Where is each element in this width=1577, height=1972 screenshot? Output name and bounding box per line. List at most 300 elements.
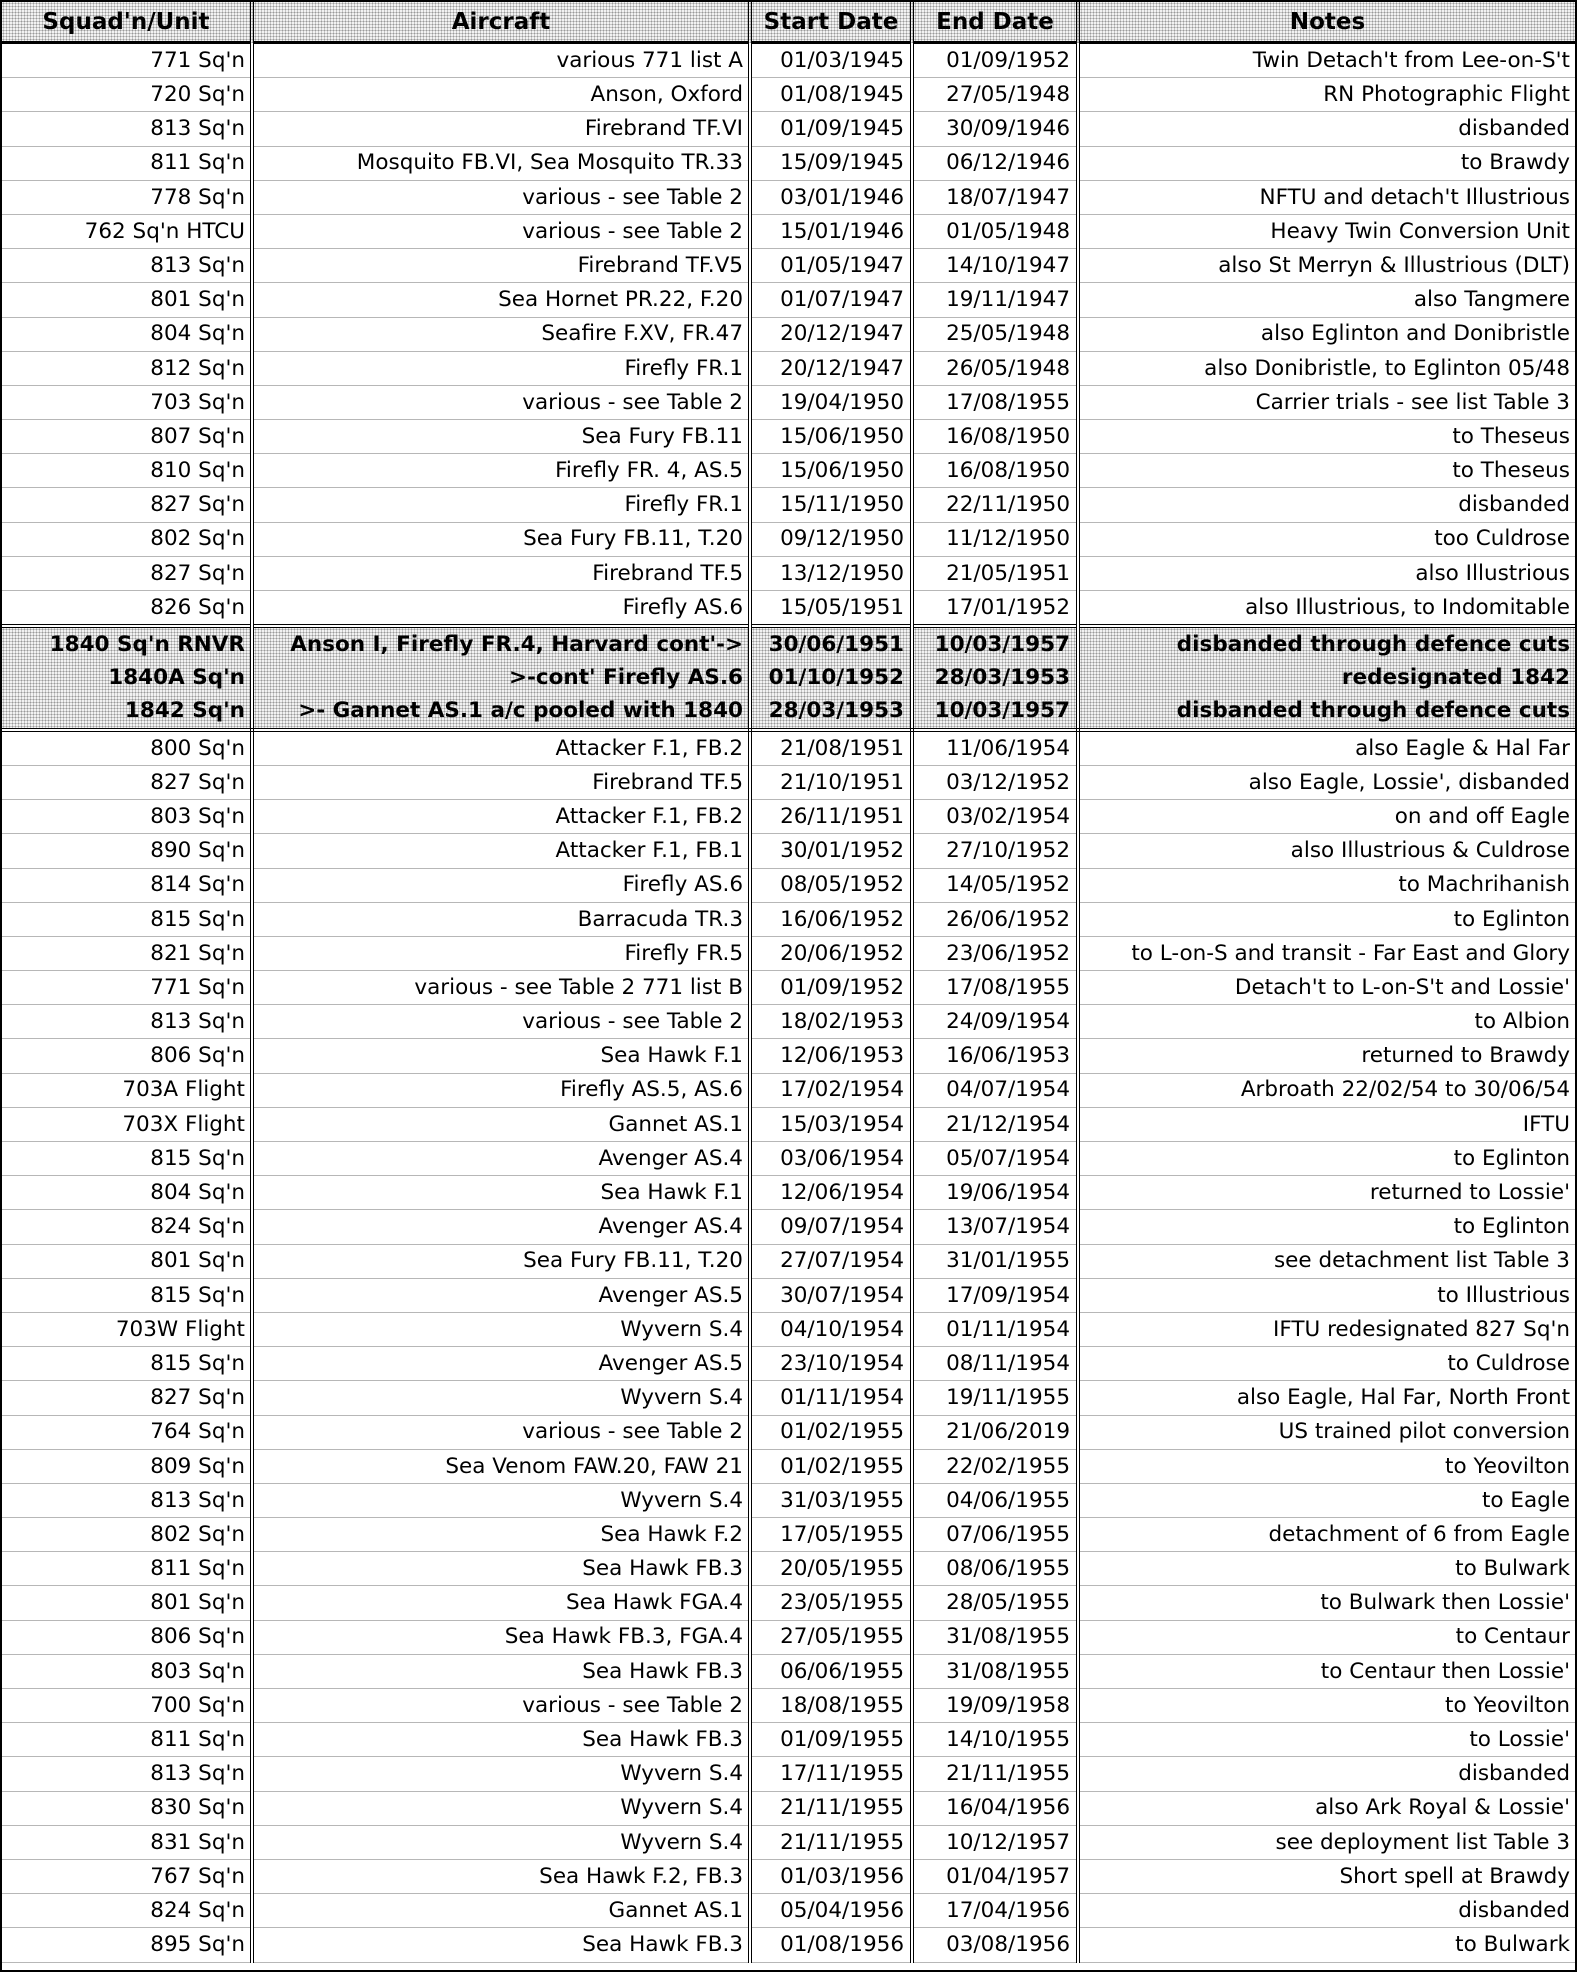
column-header-aircraft: Aircraft: [252, 2, 750, 43]
cell-start-date: 23/05/1955: [750, 1586, 912, 1620]
cell-end-date: 23/06/1952: [912, 936, 1078, 970]
cell-start-date: 18/02/1953: [750, 1005, 912, 1039]
cell-start-date: 17/02/1954: [750, 1073, 912, 1107]
cell-notes: disbanded through defence cuts: [1078, 695, 1575, 730]
cell-notes: Carrier trials - see list Table 3: [1078, 385, 1575, 419]
cell-start-date: 26/11/1951: [750, 800, 912, 834]
cell-unit: 813 Sq'n: [2, 249, 252, 283]
cell-start-date: 01/02/1955: [750, 1449, 912, 1483]
cell-unit: 801 Sq'n: [2, 1244, 252, 1278]
table-row: [2, 317, 1575, 351]
cell-start-date: 20/12/1947: [750, 351, 912, 385]
cell-aircraft: Gannet AS.1: [252, 1107, 750, 1141]
table-row: [2, 556, 1575, 590]
table-row: [2, 936, 1575, 970]
cell-notes: redesignated 1842: [1078, 661, 1575, 694]
cell-start-date: 09/12/1950: [750, 522, 912, 556]
cell-aircraft: various - see Table 2: [252, 385, 750, 419]
cell-notes: RN Photographic Flight: [1078, 78, 1575, 112]
cell-end-date: 31/08/1955: [912, 1620, 1078, 1654]
cell-start-date: 04/10/1954: [750, 1312, 912, 1346]
table-row: [2, 43, 1575, 78]
cell-aircraft: Wyvern S.4: [252, 1483, 750, 1517]
cell-notes: disbanded: [1078, 1757, 1575, 1791]
cell-end-date: 26/05/1948: [912, 351, 1078, 385]
cell-unit: 1840 Sq'n RNVR: [2, 626, 252, 661]
cell-start-date: 18/08/1955: [750, 1689, 912, 1723]
cell-start-date: 16/06/1952: [750, 902, 912, 936]
cell-start-date: 01/11/1954: [750, 1381, 912, 1415]
table-row: [2, 1415, 1575, 1449]
cell-aircraft: Sea Hawk FB.3, FGA.4: [252, 1620, 750, 1654]
cell-end-date: 05/07/1954: [912, 1142, 1078, 1176]
cell-notes: to Bulwark then Lossie': [1078, 1586, 1575, 1620]
cell-aircraft: Seafire F.XV, FR.47: [252, 317, 750, 351]
cell-end-date: 19/06/1954: [912, 1176, 1078, 1210]
cell-end-date: 19/11/1947: [912, 283, 1078, 317]
cell-notes: to Eagle: [1078, 1483, 1575, 1517]
cell-notes: on and off Eagle: [1078, 800, 1575, 834]
cell-aircraft: Sea Hawk FB.3: [252, 1552, 750, 1586]
cell-start-date: 03/01/1946: [750, 180, 912, 214]
cell-unit: 812 Sq'n: [2, 351, 252, 385]
cell-unit: 895 Sq'n: [2, 1928, 252, 1962]
cell-notes: returned to Brawdy: [1078, 1039, 1575, 1073]
cell-end-date: 10/03/1957: [912, 695, 1078, 730]
cell-unit: 824 Sq'n: [2, 1894, 252, 1928]
cell-unit: 826 Sq'n: [2, 591, 252, 627]
table-row: [2, 385, 1575, 419]
cell-aircraft: Gannet AS.1: [252, 1894, 750, 1928]
cell-start-date: 28/03/1953: [750, 695, 912, 730]
cell-start-date: 27/07/1954: [750, 1244, 912, 1278]
table-row: [2, 1723, 1575, 1757]
table-row: [2, 351, 1575, 385]
cell-unit: 803 Sq'n: [2, 800, 252, 834]
cell-unit: 890 Sq'n: [2, 834, 252, 868]
cell-unit: 824 Sq'n: [2, 1210, 252, 1244]
table-row: [2, 868, 1575, 902]
table-row: [2, 1689, 1575, 1723]
cell-unit: 801 Sq'n: [2, 283, 252, 317]
cell-end-date: 17/08/1955: [912, 385, 1078, 419]
cell-unit: 827 Sq'n: [2, 488, 252, 522]
table-row: [2, 488, 1575, 522]
cell-notes: to Machrihanish: [1078, 868, 1575, 902]
cell-end-date: 19/09/1958: [912, 1689, 1078, 1723]
cell-aircraft: Firefly FR.5: [252, 936, 750, 970]
cell-notes: to Eglinton: [1078, 1210, 1575, 1244]
cell-notes: to Bulwark: [1078, 1928, 1575, 1962]
table-row: [2, 454, 1575, 488]
cell-unit: 1840A Sq'n: [2, 661, 252, 694]
cell-end-date: 17/04/1956: [912, 1894, 1078, 1928]
table-row: [2, 78, 1575, 112]
cell-notes: to Centaur then Lossie': [1078, 1654, 1575, 1688]
squadron-table: [2, 2, 1575, 1963]
column-header-start-date: Start Date: [750, 2, 912, 43]
table-row: [2, 1552, 1575, 1586]
cell-unit: 810 Sq'n: [2, 454, 252, 488]
cell-notes: Twin Detach't from Lee-on-S't: [1078, 43, 1575, 78]
cell-end-date: 17/09/1954: [912, 1278, 1078, 1312]
cell-notes: also Eagle, Lossie', disbanded: [1078, 765, 1575, 799]
cell-start-date: 27/05/1955: [750, 1620, 912, 1654]
cell-unit: 720 Sq'n: [2, 78, 252, 112]
cell-unit: 830 Sq'n: [2, 1791, 252, 1825]
cell-aircraft: >- Gannet AS.1 a/c pooled with 1840: [252, 695, 750, 730]
cell-unit: 804 Sq'n: [2, 317, 252, 351]
table-row: [2, 1381, 1575, 1415]
cell-end-date: 24/09/1954: [912, 1005, 1078, 1039]
cell-unit: 827 Sq'n: [2, 1381, 252, 1415]
cell-end-date: 25/05/1948: [912, 317, 1078, 351]
cell-aircraft: Wyvern S.4: [252, 1825, 750, 1859]
table-row: [2, 1039, 1575, 1073]
cell-unit: 806 Sq'n: [2, 1620, 252, 1654]
cell-end-date: 04/07/1954: [912, 1073, 1078, 1107]
cell-notes: US trained pilot conversion: [1078, 1415, 1575, 1449]
cell-notes: also Ark Royal & Lossie': [1078, 1791, 1575, 1825]
cell-unit: 815 Sq'n: [2, 1347, 252, 1381]
cell-unit: 815 Sq'n: [2, 1142, 252, 1176]
cell-end-date: 08/06/1955: [912, 1552, 1078, 1586]
cell-aircraft: Attacker F.1, FB.1: [252, 834, 750, 868]
cell-end-date: 08/11/1954: [912, 1347, 1078, 1381]
cell-start-date: 12/06/1954: [750, 1176, 912, 1210]
cell-notes: disbanded: [1078, 1894, 1575, 1928]
cell-aircraft: Sea Hawk F.2: [252, 1518, 750, 1552]
cell-aircraft: Barracuda TR.3: [252, 902, 750, 936]
cell-end-date: 21/05/1951: [912, 556, 1078, 590]
cell-notes: also Eglinton and Donibristle: [1078, 317, 1575, 351]
table-row: [2, 1347, 1575, 1381]
cell-unit: 806 Sq'n: [2, 1039, 252, 1073]
cell-start-date: 23/10/1954: [750, 1347, 912, 1381]
cell-start-date: 20/06/1952: [750, 936, 912, 970]
cell-notes: to Theseus: [1078, 454, 1575, 488]
cell-end-date: 11/12/1950: [912, 522, 1078, 556]
table-row: [2, 800, 1575, 834]
cell-aircraft: Firefly FR. 4, AS.5: [252, 454, 750, 488]
cell-start-date: 21/08/1951: [750, 730, 912, 766]
header-row: [2, 2, 1575, 43]
cell-unit: 821 Sq'n: [2, 936, 252, 970]
cell-end-date: 01/04/1957: [912, 1859, 1078, 1893]
table-row: [2, 1005, 1575, 1039]
cell-end-date: 19/11/1955: [912, 1381, 1078, 1415]
cell-notes: to Lossie': [1078, 1723, 1575, 1757]
cell-notes: see detachment list Table 3: [1078, 1244, 1575, 1278]
table-row: [2, 1654, 1575, 1688]
cell-notes: disbanded: [1078, 112, 1575, 146]
cell-aircraft: Firebrand TF.V5: [252, 249, 750, 283]
table-row: [2, 834, 1575, 868]
cell-unit: 804 Sq'n: [2, 1176, 252, 1210]
cell-end-date: 31/01/1955: [912, 1244, 1078, 1278]
table-row: [2, 1176, 1575, 1210]
cell-aircraft: Sea Hawk FGA.4: [252, 1586, 750, 1620]
cell-end-date: 03/02/1954: [912, 800, 1078, 834]
cell-notes: to Illustrious: [1078, 1278, 1575, 1312]
cell-notes: to Theseus: [1078, 420, 1575, 454]
column-header-unit: Squad'n/Unit: [2, 2, 252, 43]
cell-aircraft: Wyvern S.4: [252, 1381, 750, 1415]
cell-start-date: 30/07/1954: [750, 1278, 912, 1312]
cell-end-date: 07/06/1955: [912, 1518, 1078, 1552]
table-row: [2, 420, 1575, 454]
cell-unit: 813 Sq'n: [2, 1757, 252, 1791]
table-row: [2, 146, 1575, 180]
cell-aircraft: Attacker F.1, FB.2: [252, 800, 750, 834]
cell-unit: 762 Sq'n HTCU: [2, 214, 252, 248]
table-row: [2, 1210, 1575, 1244]
cell-unit: 811 Sq'n: [2, 1723, 252, 1757]
cell-start-date: 20/12/1947: [750, 317, 912, 351]
cell-start-date: 01/09/1955: [750, 1723, 912, 1757]
cell-aircraft: Anson, Oxford: [252, 78, 750, 112]
cell-notes: also Illustrious: [1078, 556, 1575, 590]
cell-notes: returned to Lossie': [1078, 1176, 1575, 1210]
cell-start-date: 19/04/1950: [750, 385, 912, 419]
cell-start-date: 17/05/1955: [750, 1518, 912, 1552]
cell-end-date: 16/08/1950: [912, 420, 1078, 454]
cell-notes: to Eglinton: [1078, 902, 1575, 936]
cell-notes: also Illustrious, to Indomitable: [1078, 591, 1575, 627]
table-row: [2, 1278, 1575, 1312]
cell-notes: to Brawdy: [1078, 146, 1575, 180]
cell-notes: disbanded: [1078, 488, 1575, 522]
cell-start-date: 12/06/1953: [750, 1039, 912, 1073]
table-body: [2, 43, 1575, 1963]
cell-end-date: 01/11/1954: [912, 1312, 1078, 1346]
cell-start-date: 01/08/1945: [750, 78, 912, 112]
cell-start-date: 01/05/1947: [750, 249, 912, 283]
cell-end-date: 27/10/1952: [912, 834, 1078, 868]
cell-notes: to Albion: [1078, 1005, 1575, 1039]
cell-unit: 800 Sq'n: [2, 730, 252, 766]
cell-aircraft: Firefly AS.6: [252, 591, 750, 627]
table-row: [2, 661, 1575, 694]
cell-aircraft: Sea Hawk F.2, FB.3: [252, 1859, 750, 1893]
cell-unit: 767 Sq'n: [2, 1859, 252, 1893]
cell-end-date: 31/08/1955: [912, 1654, 1078, 1688]
cell-start-date: 01/09/1952: [750, 971, 912, 1005]
table-row: [2, 1894, 1575, 1928]
cell-notes: too Culdrose: [1078, 522, 1575, 556]
cell-start-date: 20/05/1955: [750, 1552, 912, 1586]
cell-start-date: 15/09/1945: [750, 146, 912, 180]
cell-aircraft: Wyvern S.4: [252, 1757, 750, 1791]
cell-aircraft: Sea Hawk FB.3: [252, 1654, 750, 1688]
cell-aircraft: Sea Hawk FB.3: [252, 1928, 750, 1962]
cell-aircraft: Sea Fury FB.11, T.20: [252, 1244, 750, 1278]
cell-end-date: 22/02/1955: [912, 1449, 1078, 1483]
cell-end-date: 30/09/1946: [912, 112, 1078, 146]
cell-end-date: 14/10/1947: [912, 249, 1078, 283]
cell-unit: 815 Sq'n: [2, 902, 252, 936]
cell-aircraft: Firefly FR.1: [252, 488, 750, 522]
cell-notes: Arbroath 22/02/54 to 30/06/54: [1078, 1073, 1575, 1107]
cell-unit: 811 Sq'n: [2, 1552, 252, 1586]
table-row: [2, 214, 1575, 248]
cell-unit: 703W Flight: [2, 1312, 252, 1346]
cell-start-date: 08/05/1952: [750, 868, 912, 902]
cell-end-date: 01/09/1952: [912, 43, 1078, 78]
cell-aircraft: Mosquito FB.VI, Sea Mosquito TR.33: [252, 146, 750, 180]
cell-end-date: 04/06/1955: [912, 1483, 1078, 1517]
cell-notes: Short spell at Brawdy: [1078, 1859, 1575, 1893]
cell-unit: 802 Sq'n: [2, 522, 252, 556]
cell-aircraft: Sea Hawk F.1: [252, 1176, 750, 1210]
table-row: [2, 1586, 1575, 1620]
cell-notes: to Bulwark: [1078, 1552, 1575, 1586]
cell-aircraft: Sea Hawk F.1: [252, 1039, 750, 1073]
cell-notes: to L-on-S and transit - Far East and Glory: [1078, 936, 1575, 970]
cell-start-date: 09/07/1954: [750, 1210, 912, 1244]
cell-aircraft: Attacker F.1, FB.2: [252, 730, 750, 766]
cell-start-date: 15/01/1946: [750, 214, 912, 248]
cell-unit: 813 Sq'n: [2, 1483, 252, 1517]
cell-notes: detachment of 6 from Eagle: [1078, 1518, 1575, 1552]
cell-aircraft: Avenger AS.4: [252, 1142, 750, 1176]
cell-start-date: 21/11/1955: [750, 1825, 912, 1859]
cell-aircraft: Wyvern S.4: [252, 1791, 750, 1825]
cell-notes: disbanded through defence cuts: [1078, 626, 1575, 661]
cell-unit: 813 Sq'n: [2, 112, 252, 146]
cell-start-date: 01/03/1956: [750, 1859, 912, 1893]
cell-notes: to Culdrose: [1078, 1347, 1575, 1381]
cell-start-date: 21/10/1951: [750, 765, 912, 799]
cell-start-date: 15/05/1951: [750, 591, 912, 627]
table-row: [2, 1620, 1575, 1654]
cell-aircraft: Firebrand TF.VI: [252, 112, 750, 146]
cell-end-date: 10/03/1957: [912, 626, 1078, 661]
cell-end-date: 16/08/1950: [912, 454, 1078, 488]
cell-aircraft: Wyvern S.4: [252, 1312, 750, 1346]
cell-notes: IFTU: [1078, 1107, 1575, 1141]
cell-start-date: 15/06/1950: [750, 420, 912, 454]
cell-unit: 813 Sq'n: [2, 1005, 252, 1039]
cell-end-date: 17/01/1952: [912, 591, 1078, 627]
cell-unit: 811 Sq'n: [2, 146, 252, 180]
cell-aircraft: Firefly FR.1: [252, 351, 750, 385]
cell-aircraft: various - see Table 2 771 list B: [252, 971, 750, 1005]
column-header-end-date: End Date: [912, 2, 1078, 43]
cell-end-date: 16/06/1953: [912, 1039, 1078, 1073]
cell-aircraft: Avenger AS.5: [252, 1278, 750, 1312]
cell-unit: 1842 Sq'n: [2, 695, 252, 730]
table-row: [2, 626, 1575, 661]
table-row: [2, 730, 1575, 766]
cell-end-date: 28/03/1953: [912, 661, 1078, 694]
table-row: [2, 180, 1575, 214]
cell-unit: 831 Sq'n: [2, 1825, 252, 1859]
cell-start-date: 31/03/1955: [750, 1483, 912, 1517]
cell-aircraft: various - see Table 2: [252, 214, 750, 248]
cell-unit: 827 Sq'n: [2, 765, 252, 799]
cell-unit: 703X Flight: [2, 1107, 252, 1141]
cell-start-date: 01/02/1955: [750, 1415, 912, 1449]
cell-aircraft: Sea Fury FB.11: [252, 420, 750, 454]
table-row: [2, 1073, 1575, 1107]
cell-unit: 809 Sq'n: [2, 1449, 252, 1483]
cell-aircraft: Avenger AS.4: [252, 1210, 750, 1244]
cell-end-date: 14/10/1955: [912, 1723, 1078, 1757]
cell-notes: to Yeovilton: [1078, 1689, 1575, 1723]
table-row: [2, 591, 1575, 627]
cell-start-date: 01/10/1952: [750, 661, 912, 694]
cell-aircraft: Sea Hawk FB.3: [252, 1723, 750, 1757]
cell-unit: 703A Flight: [2, 1073, 252, 1107]
cell-notes: also Eagle, Hal Far, North Front: [1078, 1381, 1575, 1415]
table-row: [2, 902, 1575, 936]
cell-aircraft: various - see Table 2: [252, 1689, 750, 1723]
cell-aircraft: Sea Venom FAW.20, FAW 21: [252, 1449, 750, 1483]
cell-unit: 801 Sq'n: [2, 1586, 252, 1620]
table-row: [2, 522, 1575, 556]
cell-end-date: 11/06/1954: [912, 730, 1078, 766]
cell-start-date: 01/08/1956: [750, 1928, 912, 1962]
cell-aircraft: Sea Fury FB.11, T.20: [252, 522, 750, 556]
cell-aircraft: Anson I, Firefly FR.4, Harvard cont'->: [252, 626, 750, 661]
cell-start-date: 01/07/1947: [750, 283, 912, 317]
cell-unit: 815 Sq'n: [2, 1278, 252, 1312]
cell-end-date: 28/05/1955: [912, 1586, 1078, 1620]
table-row: [2, 1757, 1575, 1791]
cell-end-date: 01/05/1948: [912, 214, 1078, 248]
cell-start-date: 15/11/1950: [750, 488, 912, 522]
cell-start-date: 30/06/1951: [750, 626, 912, 661]
cell-end-date: 26/06/1952: [912, 902, 1078, 936]
cell-notes: also Eagle & Hal Far: [1078, 730, 1575, 766]
cell-start-date: 15/03/1954: [750, 1107, 912, 1141]
column-header-notes: Notes: [1078, 2, 1575, 43]
cell-start-date: 05/04/1956: [750, 1894, 912, 1928]
cell-end-date: 27/05/1948: [912, 78, 1078, 112]
cell-end-date: 14/05/1952: [912, 868, 1078, 902]
table-row: [2, 1107, 1575, 1141]
cell-notes: see deployment list Table 3: [1078, 1825, 1575, 1859]
table-row: [2, 1312, 1575, 1346]
cell-aircraft: Sea Hornet PR.22, F.20: [252, 283, 750, 317]
table-row: [2, 1859, 1575, 1893]
cell-unit: 827 Sq'n: [2, 556, 252, 590]
cell-aircraft: various - see Table 2: [252, 1415, 750, 1449]
cell-aircraft: Firefly AS.6: [252, 868, 750, 902]
cell-start-date: 01/09/1945: [750, 112, 912, 146]
cell-aircraft: Firebrand TF.5: [252, 556, 750, 590]
cell-start-date: 17/11/1955: [750, 1757, 912, 1791]
cell-unit: 807 Sq'n: [2, 420, 252, 454]
cell-notes: Heavy Twin Conversion Unit: [1078, 214, 1575, 248]
cell-unit: 703 Sq'n: [2, 385, 252, 419]
cell-end-date: 18/07/1947: [912, 180, 1078, 214]
cell-unit: 764 Sq'n: [2, 1415, 252, 1449]
table-row: [2, 1244, 1575, 1278]
cell-notes: also Donibristle, to Eglinton 05/48: [1078, 351, 1575, 385]
cell-start-date: 15/06/1950: [750, 454, 912, 488]
cell-unit: 771 Sq'n: [2, 971, 252, 1005]
cell-end-date: 17/08/1955: [912, 971, 1078, 1005]
table-row: [2, 1825, 1575, 1859]
table-row: [2, 1791, 1575, 1825]
cell-notes: Detach't to L-on-S't and Lossie': [1078, 971, 1575, 1005]
table-row: [2, 971, 1575, 1005]
table-row: [2, 695, 1575, 730]
cell-unit: 803 Sq'n: [2, 1654, 252, 1688]
cell-unit: 778 Sq'n: [2, 180, 252, 214]
